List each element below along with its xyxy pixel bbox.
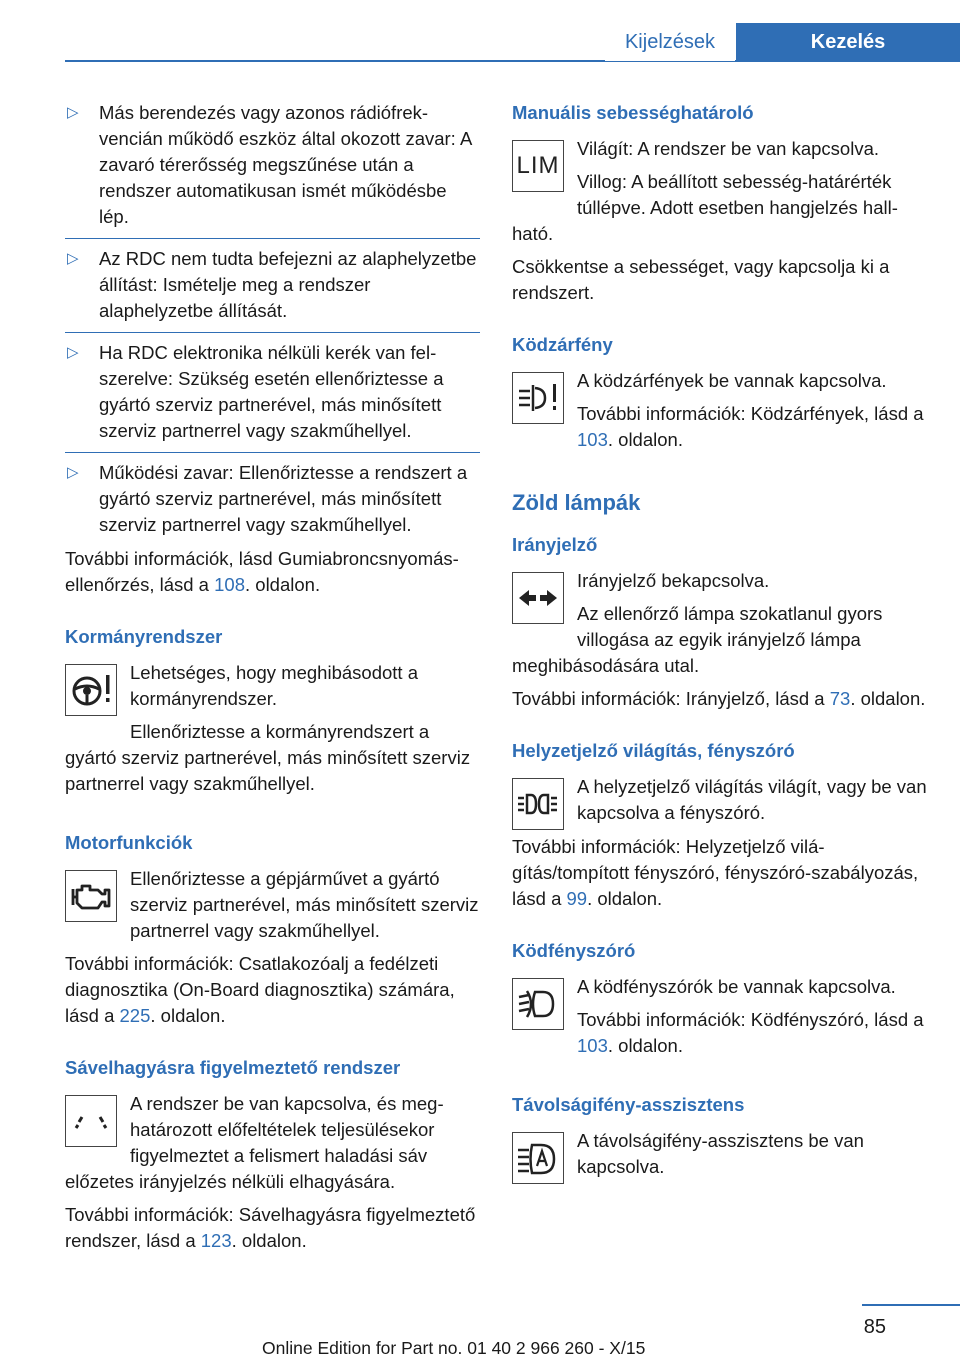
engine-check-icon bbox=[65, 870, 117, 922]
page-number: 85 bbox=[863, 1316, 886, 1338]
divider bbox=[65, 238, 480, 239]
page-link[interactable]: 103 bbox=[577, 429, 608, 450]
edition-footer: Online Edition for Part no. 01 40 2 966 260 - X/15 bbox=[262, 1338, 646, 1358]
page-link[interactable]: 103 bbox=[577, 1035, 608, 1056]
triangle-bullet-icon: ▷ bbox=[67, 344, 79, 361]
triangle-bullet-icon: ▷ bbox=[67, 464, 79, 481]
footer-rule bbox=[862, 1304, 960, 1306]
triangle-bullet-icon: ▷ bbox=[67, 104, 79, 121]
section-heading-high-beam: Távolságifény-asszisztens bbox=[512, 1094, 745, 1115]
parking-lights-icon bbox=[512, 778, 564, 830]
triangle-bullet-icon: ▷ bbox=[67, 250, 79, 267]
left-column bbox=[65, 100, 480, 1261]
page-link[interactable]: 73 bbox=[829, 688, 851, 709]
section-heading-lane: Sávelhagyásra figyelmeztető rendszer bbox=[65, 1057, 401, 1078]
speed-limiter-icon: LIM bbox=[512, 140, 564, 192]
section-heading-front-fog: Ködfényszóró bbox=[512, 940, 636, 961]
turn-signal-icon bbox=[512, 572, 564, 624]
bullet-item: ▷ Más berendezés vagy azonos rádiófrekvencián működő eszköz által okozott zavar: A zavaró térerősség megszűnése után a rendszer automatikusan ismét működésbe lép. bbox=[67, 102, 472, 227]
rear-fog-block: A ködzárfények be vannak kapcsolva. További információk: Ködzárfények, lásd a 103. oldalon. bbox=[512, 368, 928, 460]
front-fog-light-icon bbox=[512, 978, 564, 1030]
lane-departure-icon bbox=[65, 1095, 117, 1147]
section-heading-parking-lights: Helyzetjelző világítás, fényszóró bbox=[512, 740, 795, 761]
page-link[interactable]: 225 bbox=[119, 1005, 151, 1026]
engine-block: Ellenőriztesse a gépjárművet a gyártó szerviz partnerével, más minősített szerviz partnerrel vagy szakműhellyel. bbox=[65, 866, 480, 951]
section-heading-speed-limiter: Manuális sebességhatároló bbox=[512, 102, 754, 123]
page-link[interactable]: 99 bbox=[566, 888, 588, 909]
divider bbox=[65, 332, 480, 333]
steering-warning-icon bbox=[65, 664, 117, 716]
section-heading-turn-signal: Irányjelző bbox=[512, 534, 598, 555]
divider bbox=[65, 452, 480, 453]
lane-reference: További információk: Sávelhagyásra figyelmeztető rendszer, lásd a 123. oldalon. bbox=[65, 1204, 476, 1251]
lane-block: A rendszer be van kapcsolva, és meghatározott előfeltételek teljesülésekor figyelmeztet a felismert haladási sáv előzetes irányjelzés nélküli elhagyására. bbox=[65, 1093, 444, 1192]
turn-signal-reference: További információk: Irányjelző, lásd a 73. oldalon. bbox=[512, 688, 926, 709]
front-fog-block: A ködfényszórók be vannak kapcsolva. További információk: Ködfényszóró, lásd a 103. oldalon. bbox=[512, 974, 928, 1066]
speed-limiter-block: LIM Világít: A rendszer be van kapcsolva. Villog: A beállított sebesség-határérték túllépve. Adott esetben hangjelzés hallható. bbox=[512, 138, 898, 244]
tire-pressure-reference: További információk, lásd Gumiabroncsnyomás-ellenőrzés, lásd a 108. oldalon. bbox=[65, 548, 459, 595]
section-heading-engine: Motorfunkciók bbox=[65, 832, 193, 853]
steering-block: Lehetséges, hogy meghibásodott a kormányrendszer. Ellenőriztesse a kormányrendszert a gyártó szerviz partnerével, más minősített szerviz partnerrel vagy szakműhellyel. bbox=[65, 662, 471, 794]
turn-signal-block: Irányjelző bekapcsolva. Az ellenőrző lámpa szokatlanul gyors villogása az egyik irányjelző lámpa meghibásodására utal. bbox=[512, 570, 883, 676]
bullet-item: ▷ Működési zavar: Ellenőriztesse a rendszert a gyártó szerviz partnerével, más minősített szerviz partnerrel vagy szakműhellyel. bbox=[67, 462, 468, 535]
right-column: Manuális sebességhatároló LIM Világít: A rendszer be van kapcsolva. Villog: A beállított sebesség-határérték túllépve. Adott esetben hangjelzés hallható. Csökkentse a sebességet, vagy kapcsolja ki a rendszert. Ködzárfény A ködzárfények be vannak kapcsolva. További információk: Ködzárfények, lásd a 103. oldalon. Zöld lámpák Irányjelző Irányjelző bekapcsolva. Az ellenőrző lámpa szokatlanul gyors villogása az egyik irányjelző lámpa meghibásodására utal. További információk: Irányjelző, lásd a 73. oldalon. Helyzetjelző világítás, fényszóró A helyzetjelző világítás világít, vagy be van kapcsolva a fényszóró. További információk: Helyzetjelző világítás/tompított fényszóró, fényszóró-szabályozás, lásd a 99. oldalon. Ködfényszóró A ködfényszórók be vannak kapcsolva. További információk: Ködfényszóró, lásd a 103. oldalon. Távolságifény-asszisztens A távolságifény-asszisztens be van kapcsolva. bbox=[512, 100, 928, 1188]
high-beam-assistant-icon bbox=[512, 1132, 564, 1184]
section-heading-rear-fog: Ködzárfény bbox=[512, 334, 613, 355]
parking-lights-block: A helyzetjelző világítás világít, vagy be van kapcsolva a fényszóró. bbox=[512, 774, 928, 834]
front-fog-reference: További információk: Ködfényszóró, lásd a 103. oldalon. bbox=[577, 1009, 924, 1056]
tab-kijelzesek[interactable]: Kijelzések bbox=[605, 23, 735, 61]
bullet-item: ▷ Ha RDC elektronika nélküli kerék van felszerelve: Szükség esetén ellenőriztesse a gyártó szerviz partnerével, más minősített szerviz partnerrel vagy szakműhellyel. bbox=[67, 342, 444, 441]
tab-kezeles[interactable]: Kezelés bbox=[736, 23, 960, 61]
bullet-item: ▷ Az RDC nem tudta befejezni az alaphelyzetbe állítást: Ismételje meg a rendszer alaphelyzetbe állítását. bbox=[67, 248, 477, 321]
section-heading-green-lamps: Zöld lámpák bbox=[512, 490, 641, 515]
parking-lights-reference: További információk: Helyzetjelző világítás/tompított fényszóró, fényszóró-szabályozás, lásd a 99. oldalon. bbox=[512, 836, 919, 909]
rear-fog-light-icon bbox=[512, 372, 564, 424]
section-heading-steering: Kormányrendszer bbox=[65, 626, 223, 647]
page-link[interactable]: 123 bbox=[200, 1230, 232, 1251]
page-link[interactable]: 108 bbox=[214, 574, 245, 595]
rear-fog-reference: További információk: Ködzárfények, lásd a 103. oldalon. bbox=[577, 403, 924, 450]
engine-reference: További információk: Csatlakozóalj a fedélzeti diagnosztika (On-Board diagnosztika) számára, lásd a 225. oldalon. bbox=[65, 953, 455, 1026]
high-beam-block: A távolságifény-asszisztens be van kapcsolva. bbox=[512, 1128, 928, 1188]
